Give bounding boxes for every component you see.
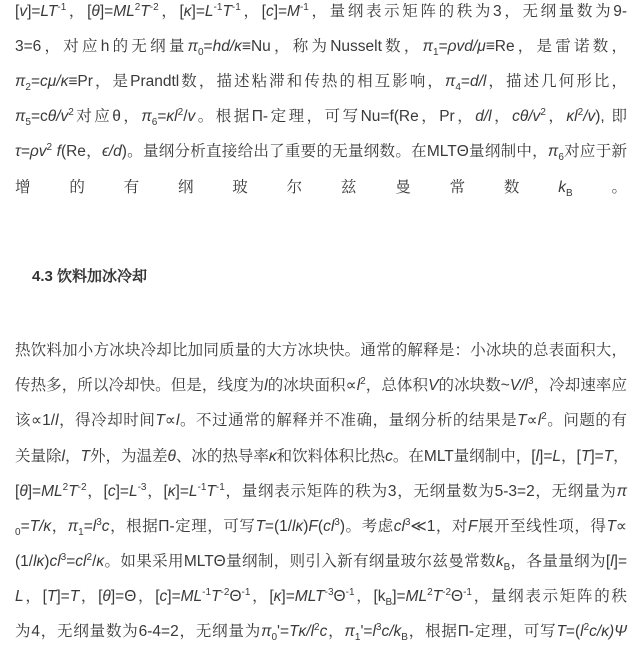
text-segment: T	[432, 588, 443, 605]
text-segment: 增的有纲玻尔兹曼常数	[15, 179, 559, 196]
text-segment: 3	[60, 551, 67, 563]
text-segment: ，	[613, 448, 629, 465]
text-segment: T	[46, 588, 57, 605]
text-segment: T	[155, 412, 165, 429]
text-segment: [	[15, 483, 20, 500]
text-segment: T	[211, 588, 221, 605]
text-segment: θ	[91, 3, 100, 20]
text-segment: cl	[75, 553, 87, 570]
text-segment: ]=	[27, 483, 42, 500]
text-segment: -3	[137, 481, 147, 493]
text-segment: 热饮料加小方冰块冷却比加同质量的大方冰块快。通常的解释是：小冰块的总表面积大，	[15, 342, 627, 359]
text-segment: T	[556, 623, 566, 640]
text-segment: c	[107, 483, 116, 500]
text-segment: T	[580, 448, 591, 465]
text-segment: ≡Pr，是Prandtl数，描述粘滞和传热的相互影响，	[68, 73, 445, 90]
text-segment: 2	[86, 551, 93, 563]
text-line	[15, 35, 627, 59]
text-segment: L	[15, 588, 24, 605]
text-segment: l	[61, 448, 65, 465]
text-segment: (	[317, 518, 324, 535]
text-segment: 0	[271, 632, 278, 644]
text-segment: -1	[213, 1, 223, 13]
text-segment: [	[15, 3, 20, 20]
text-segment: k	[495, 553, 504, 570]
text-segment: κ	[167, 483, 176, 500]
text-segment: π	[444, 73, 456, 90]
text-line	[15, 105, 627, 129]
text-segment: =	[203, 38, 213, 55]
text-segment: ，各量量纲为[	[510, 553, 611, 570]
text-segment: 3	[527, 375, 534, 387]
text-segment: LT	[40, 3, 58, 20]
text-segment: l	[264, 377, 268, 394]
text-segment: 。根据Π-定理，可写Nu=f(Re，Pr，	[195, 108, 476, 125]
text-segment: ]=	[99, 3, 114, 20]
text-segment: ，	[327, 623, 345, 640]
text-line	[15, 585, 627, 609]
text-segment: 、冰的热导率	[175, 448, 269, 465]
text-segment: /	[183, 108, 188, 125]
text-segment: cθ/v	[512, 108, 541, 125]
text-segment: -2	[77, 481, 87, 493]
text-segment: MLT	[294, 588, 325, 605]
text-segment: /	[92, 553, 97, 570]
text-segment: 1	[433, 47, 439, 59]
text-segment: ，得冷却时间	[58, 412, 156, 429]
text-segment: )	[44, 553, 50, 570]
section-heading: 4.3 饮料加冰冷却	[32, 268, 148, 285]
text-segment: ，[	[79, 588, 103, 605]
text-segment: l	[372, 623, 376, 640]
text-segment: 的冰块面积∝	[267, 377, 357, 394]
text-segment: -1	[463, 586, 472, 598]
text-segment: 6	[151, 117, 158, 129]
text-segment: l	[537, 412, 542, 429]
text-segment: L	[204, 3, 214, 20]
text-segment: ，量纲表示矩阵的秩为3，无纲量数为9-	[308, 3, 628, 20]
text-segment: l	[356, 377, 361, 394]
text-segment: ，[	[250, 588, 274, 605]
text-segment: θ	[167, 448, 176, 465]
text-segment: cl	[49, 553, 61, 570]
text-segment: -1	[215, 481, 225, 493]
text-segment: cl	[393, 518, 405, 535]
text-segment: =(	[565, 623, 581, 640]
text-segment: ，[	[561, 448, 581, 465]
text-segment: -1	[231, 1, 241, 13]
text-line	[15, 374, 627, 398]
text-segment: B	[385, 597, 393, 609]
text-segment: '=	[360, 623, 373, 640]
text-segment: 0	[15, 527, 21, 539]
text-segment: ]=	[56, 588, 70, 605]
text-segment: ]=	[191, 3, 205, 20]
text-segment: ), 即	[595, 108, 627, 125]
text-segment: π	[422, 38, 434, 55]
text-segment: ]=	[392, 588, 406, 605]
text-segment: =	[20, 518, 30, 535]
text-segment: Θ	[451, 588, 464, 605]
text-segment: ≡Nu，称为Nusselt数，	[241, 38, 423, 55]
text-segment: v	[187, 108, 196, 125]
text-line	[15, 550, 627, 574]
text-segment: =c	[30, 108, 48, 125]
text-segment: M	[287, 3, 300, 20]
text-segment: ，根据Π-定理，可写	[407, 623, 557, 640]
text-segment: T	[603, 448, 614, 465]
text-segment: 2	[314, 621, 320, 633]
text-segment: T	[69, 588, 80, 605]
text-segment: ，[	[23, 588, 47, 605]
text-segment: ≪1，对	[410, 518, 468, 535]
text-line	[15, 515, 627, 539]
text-segment: l	[175, 412, 180, 429]
text-line	[15, 445, 627, 469]
text-segment: π	[15, 73, 26, 90]
text-segment: 2	[577, 106, 584, 118]
text-segment: ]=	[281, 588, 295, 605]
text-segment: V/l	[509, 377, 528, 394]
text-segment: θ/v	[47, 108, 69, 125]
text-segment: 。问题的有	[546, 412, 627, 429]
text-segment: ML	[180, 588, 203, 605]
text-segment: 4	[455, 82, 461, 94]
text-segment: 2	[427, 586, 433, 598]
text-segment: 1	[78, 527, 84, 539]
text-segment: 2	[541, 410, 547, 422]
text-segment: 2	[62, 481, 69, 493]
text-segment: (Re，	[60, 143, 102, 160]
text-segment: T	[517, 412, 527, 429]
text-segment: 关量除	[15, 448, 62, 465]
text-segment: =	[30, 73, 41, 90]
text-line	[15, 0, 627, 24]
text-segment: d/l	[475, 108, 492, 125]
text-segment: l	[55, 412, 59, 429]
text-segment: hd/κ	[212, 38, 242, 55]
text-segment: V	[428, 377, 439, 394]
text-segment: -1	[57, 1, 67, 13]
text-segment: 的冰块数~	[438, 377, 510, 394]
text-segment: ，量纲表示矩阵的秩	[472, 588, 627, 605]
text-segment: π	[67, 518, 79, 535]
text-segment: T/κ	[29, 518, 52, 535]
text-segment: 展开至线性项，得	[477, 518, 607, 535]
text-segment: ]=	[167, 588, 181, 605]
text-segment: c	[319, 623, 328, 640]
text-segment: )Ψ	[608, 623, 628, 640]
text-segment: c/κ	[589, 623, 609, 640]
text-segment: ，根据Π-定理，可写	[109, 518, 256, 535]
text-segment: 3	[404, 516, 411, 528]
text-segment: F	[308, 518, 318, 535]
text-segment: κ	[96, 553, 105, 570]
text-segment: π	[344, 623, 355, 640]
text-segment: ∝	[615, 518, 627, 535]
text-segment: ，	[64, 448, 81, 465]
text-segment: c	[159, 588, 168, 605]
text-segment: T	[255, 518, 265, 535]
text-segment: =	[438, 38, 448, 55]
text-segment: 3	[334, 516, 340, 528]
text-segment: ]=	[27, 3, 41, 20]
text-segment: v	[19, 3, 28, 20]
text-segment: f	[52, 143, 61, 160]
text-segment: T	[80, 448, 90, 465]
text-segment: π	[15, 108, 26, 125]
text-segment: 1	[354, 632, 361, 644]
text-segment: T	[140, 3, 150, 20]
text-segment: ]=	[539, 448, 553, 465]
text-segment: c	[265, 3, 274, 20]
text-segment: /v	[583, 108, 596, 125]
text-segment: )。量纲分析直接给出了重要的无量纲数。在MLTΘ量纲制中，	[121, 143, 548, 160]
text-segment: π	[261, 623, 272, 640]
text-segment: L	[128, 483, 138, 500]
text-segment: 3=6，对应h的无纲量	[15, 38, 188, 55]
text-segment: B	[401, 632, 408, 644]
text-segment: 。在MLT量纲制中，[	[392, 448, 536, 465]
text-line	[15, 70, 627, 94]
text-segment: -2	[442, 586, 452, 598]
text-segment: π	[547, 143, 559, 160]
text-segment: π	[616, 483, 627, 500]
text-segment: 5	[25, 117, 31, 129]
text-segment: 对应θ，	[73, 108, 142, 125]
text-segment: ，	[545, 108, 567, 125]
text-segment: -1	[241, 586, 251, 598]
text-segment: ]=	[590, 448, 604, 465]
text-segment: ≡Re，是雷诺数，	[485, 38, 628, 55]
text-segment: d/l	[469, 73, 487, 90]
text-segment: Tκ/l	[289, 623, 315, 640]
text-segment: 传热多，所以冷却快。但是，线度为	[15, 377, 265, 394]
text-segment: c	[385, 448, 393, 465]
text-segment: ，[k	[354, 588, 386, 605]
text-segment: c/k	[381, 623, 402, 640]
text-segment: 3	[375, 621, 382, 633]
text-segment: 2	[46, 141, 53, 153]
text-segment: κ	[183, 3, 192, 20]
text-segment: -1	[202, 586, 212, 598]
text-segment: ，冷却速率应	[533, 377, 627, 394]
text-segment: T	[68, 483, 78, 500]
text-segment: l	[535, 448, 540, 465]
text-segment: 外，为温差	[89, 448, 168, 465]
text-segment: ]=	[613, 553, 627, 570]
text-segment: κl	[166, 108, 178, 125]
text-line	[15, 409, 627, 433]
text-segment: =	[83, 518, 93, 535]
text-segment: 。	[572, 179, 627, 196]
text-segment: -2	[149, 1, 159, 13]
text-segment: )。考虑	[339, 518, 394, 535]
text-segment: ，描述几何形比，	[486, 73, 627, 90]
text-segment: '=	[277, 623, 290, 640]
text-segment: cl	[323, 518, 335, 535]
text-segment: lκ	[292, 518, 304, 535]
text-segment: B	[503, 562, 511, 574]
text-segment: θ	[102, 588, 111, 605]
text-segment: 2	[177, 106, 184, 118]
text-segment: (1/	[15, 553, 34, 570]
text-segment: 6	[558, 152, 564, 164]
text-segment: 对应于新	[563, 143, 627, 160]
text-segment: ρvd/μ	[447, 38, 486, 55]
text-segment: ]=	[273, 3, 288, 20]
text-segment: 2	[134, 1, 141, 13]
text-segment: ，	[51, 518, 68, 535]
text-line	[15, 140, 627, 164]
text-line	[15, 480, 627, 504]
text-segment: -2	[220, 586, 230, 598]
text-segment: lκ	[33, 553, 45, 570]
text-segment: ML	[405, 588, 428, 605]
text-segment: π	[187, 38, 198, 55]
text-segment: κl	[566, 108, 578, 125]
text-segment: ，	[491, 108, 513, 125]
text-segment: T	[606, 518, 616, 535]
text-segment: 0	[197, 47, 204, 59]
text-segment: ，[	[158, 3, 184, 20]
text-line	[15, 620, 627, 644]
text-segment: τ=ρv	[15, 143, 47, 160]
text-segment: k	[558, 179, 566, 196]
text-segment: ]=	[115, 483, 129, 500]
text-segment: ]=	[175, 483, 189, 500]
text-segment: T	[222, 3, 232, 20]
text-segment: l	[92, 518, 97, 535]
text-segment: )	[303, 518, 309, 535]
text-segment: 。不过通常的解释并不准确，量纲分析的结果是	[179, 412, 518, 429]
text-segment: 2	[583, 621, 590, 633]
text-segment: ，[	[146, 483, 168, 500]
text-segment: ML	[41, 483, 63, 500]
text-segment: ，总体积	[365, 377, 429, 394]
text-segment: B	[565, 188, 573, 200]
text-segment: 2	[25, 82, 31, 94]
text-segment: l	[580, 623, 584, 640]
text-segment: ∝	[164, 412, 176, 429]
text-segment: 为4，无纲量数为6-4=2，无纲量为	[15, 623, 262, 640]
text-segment: =	[66, 553, 76, 570]
text-segment: cμ/κ	[40, 73, 69, 90]
text-segment: 2	[360, 375, 366, 387]
text-segment: ，[	[86, 483, 108, 500]
text-segment: -3	[324, 586, 334, 598]
text-segment: 和饮料体积比热	[276, 448, 386, 465]
text-segment: ，[	[66, 3, 92, 20]
text-segment: -1	[197, 481, 207, 493]
text-segment: =	[157, 108, 167, 125]
text-line	[15, 176, 627, 200]
text-segment: =	[460, 73, 470, 90]
text-segment: l	[610, 553, 614, 570]
text-segment: θ	[19, 483, 28, 500]
text-segment: 。如果采用MLTΘ量纲制，则引入新有纲量玻尔兹曼常数	[104, 553, 496, 570]
text-segment: ML	[113, 3, 135, 20]
text-line	[15, 339, 627, 363]
text-segment: κ	[273, 588, 282, 605]
text-segment: L	[552, 448, 562, 465]
text-segment: T	[206, 483, 216, 500]
text-segment: ]=Θ，[	[110, 588, 160, 605]
text-segment: Θ	[333, 588, 346, 605]
text-segment: 2	[540, 106, 546, 118]
text-segment: Θ	[229, 588, 242, 605]
text-segment: ，[	[240, 3, 266, 20]
text-segment: 该∝1/	[15, 412, 56, 429]
text-segment: c	[101, 518, 110, 535]
text-segment: F	[467, 518, 478, 535]
text-segment: ∝	[526, 412, 538, 429]
text-segment: -1	[299, 1, 309, 13]
text-segment: ，量纲表示矩阵的秩为3，无纲量数为5-3=2，无纲量为	[224, 483, 617, 500]
text-segment: 3	[96, 516, 102, 528]
text-segment: =(1/	[264, 518, 293, 535]
text-segment: π	[141, 108, 152, 125]
text-segment: L	[188, 483, 198, 500]
text-segment: 2	[68, 106, 74, 118]
text-segment: ϵ/d	[101, 143, 122, 160]
text-segment: -1	[345, 586, 355, 598]
text-segment: κ	[268, 448, 277, 465]
